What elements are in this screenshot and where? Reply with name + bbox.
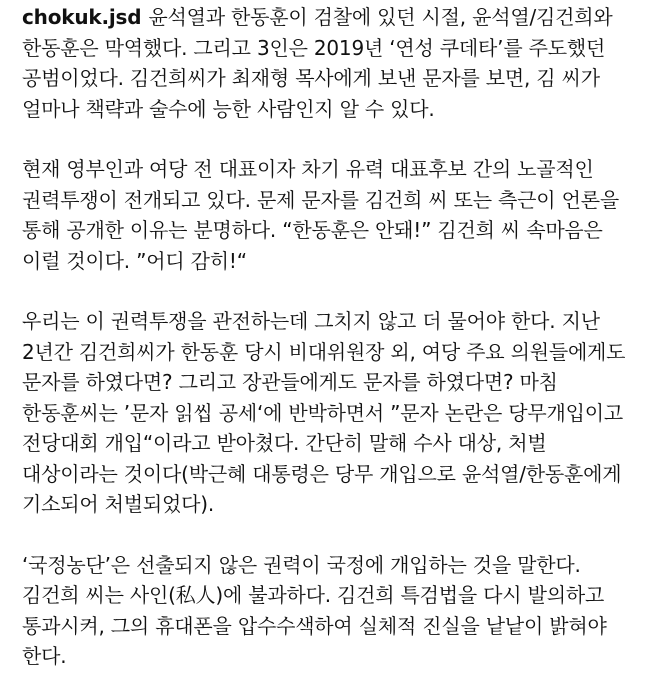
caption-paragraph-1	[22, 2, 642, 124]
caption-text-1: 윤석열과 한동훈이 검찰에 있던 시절, 윤석열/김건희와 한동훈은 막역했다. 그리고 3인은 2019년 ‘연성 쿠데타’를 주도했던 공범이었다. 김건희씨가 최재형 목사에게 보낸 문자를 보면, 김 씨가 얼마나 책략과 술수에 능한 사람인지 알 수 있다.	[22, 5, 613, 121]
username-link[interactable]: chokuk.jsd	[22, 5, 142, 29]
caption-paragraph-4: ‘국정농단’은 선출되지 않은 권력이 국정에 개입하는 것을 말한다. 김건희 씨는 사인(私人)에 불과하다. 김건희 특검법을 다시 발의하고 통과시켜, 그의 휴대폰을 압수수색하여 실체적 진실을 낱낱이 밝혀야 한다.	[22, 552, 607, 668]
caption-paragraph-2: 현재 영부인과 여당 전 대표이자 차기 유력 대표후보 간의 노골적인 권력투쟁이 전개되고 있다. 문제 문자를 김건희 씨 또는 측근이 언론을 통해 공개한 이유는 분명하다. “한동훈은 안돼!” 김건희 씨 속마음은 이럴 것이다. ”어디 감히!“	[22, 157, 619, 273]
caption-paragraph-3: 우리는 이 권력투쟁을 관전하는데 그치지 않고 더 물어야 한다. 지난 2년간 김건희씨가 한동훈 당시 비대위원장 외, 여당 주요 의원들에게도 문자를 하였다면? 그리고 장관들에게도 문자를 하였다면? 마침 한동훈씨는 ’문자 읽씹 공세‘에 반박하면서 ”문자 논란은 당무개입이고 전당대회 개입“이라고 받아쳤다. 간단히 말해 수사 대상, 처벌 대상이라는 것이다(박근혜 대통령은 당무 개입으로 윤석열/한동훈에게 기소되어 처벌되었다).	[22, 309, 626, 516]
